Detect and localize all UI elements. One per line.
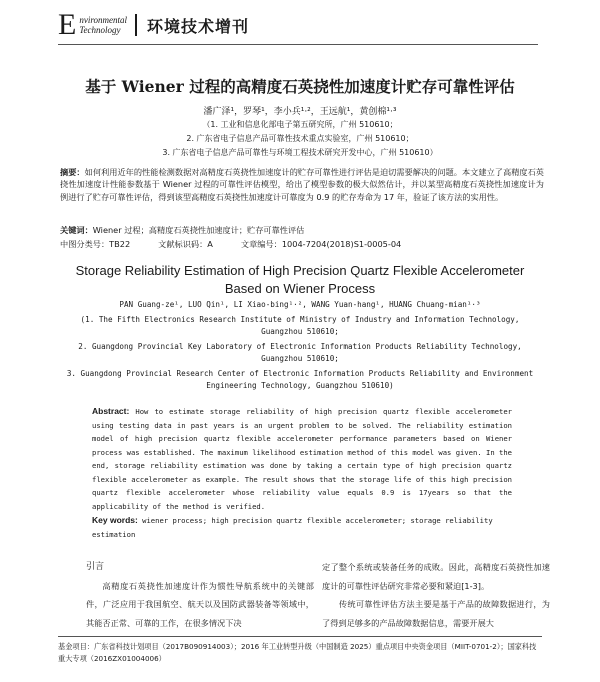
- classification-row: [60, 239, 544, 250]
- header-divider: [135, 14, 137, 36]
- english-affiliation-3a: 3. Guangdong Provincial Research Center of Electronic Information Products Reliability and Environment: [66, 369, 534, 378]
- article-number: 文章编号：1004-7204(2018)S1-0005-04: [240, 239, 402, 249]
- english-keywords: [92, 514, 512, 541]
- chinese-abstract-text: 如何利用近年的性能检测数据对高精度石英挠性加速度计的贮存可靠性进行评估是迫切需要解决的问题。本文建立了高精度石英挠性加速度计性能参数基于 Wiener 过程的可靠性评估模型，给出了模型参数的极大似然估计，并以某型高精度石英挠性加速度计为例进行了贮存可靠性评估，得到该型高精度石英挠性加速度计可靠度为 0.9 的贮存寿命为 17 年，验证了该方法的实用性。: [60, 167, 544, 202]
- logo-line-1: nvironmental: [79, 15, 127, 25]
- english-abstract-label: Abstract:: [92, 406, 130, 416]
- chinese-abstract-label: 摘要：: [60, 167, 85, 177]
- english-abstract: [92, 405, 512, 513]
- chinese-title: 基于 Wiener 过程的高精度石英挠性加速度计贮存可靠性评估: [85, 77, 515, 96]
- journal-logo-words: [79, 15, 127, 35]
- chinese-keywords-label: 关键词：: [60, 225, 93, 235]
- english-affiliation-1a: (1. The Fifth Electronics Research Institute of Ministry of Industry and Information Technology,: [80, 315, 520, 324]
- body-left-column: [86, 558, 314, 632]
- journal-name: 环境技术增刊: [147, 16, 250, 36]
- english-keywords-text: wiener process; high precision quartz flexible accelerometer; storage reliability estimation: [92, 516, 493, 539]
- footnote-rule: [58, 636, 542, 637]
- chinese-affiliation-1: （1. 工业和信息化部电子第五研究所，广州 510610；: [202, 120, 398, 129]
- chinese-keywords-text: Wiener 过程；高精度石英挠性加速度计；贮存可靠性评估: [92, 225, 305, 235]
- chinese-affiliation-3: 3. 广东省电子信息产品可靠性与环境工程技术研究开发中心，广州 510610）: [162, 148, 438, 157]
- chinese-keywords: [60, 225, 544, 236]
- chinese-affiliation-2: 2. 广东省电子信息产品可靠性技术重点实验室，广州 510610；: [186, 134, 414, 143]
- header-rule: [58, 44, 538, 45]
- intro-heading: 引言: [86, 562, 105, 572]
- english-affiliation-1b: Guangzhou 510610;: [261, 327, 339, 336]
- chinese-abstract: [60, 166, 544, 203]
- english-authors: PAN Guang-ze¹, LUO Qin¹, LI Xiao-bing¹·², WANG Yuan-hang¹, HUANG Chuang-mian¹·³: [119, 300, 481, 309]
- document-code: 文献标识码：A: [158, 239, 213, 249]
- english-title-line-2: Based on Wiener Process: [224, 281, 376, 296]
- journal-logo-letter: E: [58, 8, 77, 41]
- logo-line-2: Technology: [79, 25, 121, 35]
- class-number: 中图分类号：TB22: [60, 239, 131, 249]
- body-right-text: 定了整个系统或装备任务的成败。因此，高精度石英挠性加速度计的可靠性评估研究非常必要和紧迫[1-3]。 传统可靠性评估方法主要是基于产品的故障数据进行，为了得到足够多的产品故障数据信息，需要开展大: [322, 562, 550, 628]
- english-affiliation-2b: Guangzhou 510610;: [261, 354, 339, 363]
- english-affiliation-3b: Engineering Technology, Guangzhou 510610): [206, 381, 394, 390]
- english-abstract-text: How to estimate storage reliability of high precision quartz flexible accelerometer using testing data in past years is an urgent problem to be solved. The reliability estimation model of high precision quartz flexible accelerometer performance parameters based on Wiener process was established. The maximum likelihood estimation method of this model was given. In the end, storage reliability estimation was done by taking a certain type of high precision quartz flexible accelerometer as example. The result shows that the storage life of this high precision quartz flexible accelerometer whose reliability value equals 0.9 is 17years so that the applicability of the method is verified.: [92, 407, 512, 511]
- body-right-column: [322, 558, 550, 632]
- body-left-text: 高精度石英挠性加速度计作为惯性导航系统中的关键部件，广泛应用于我国航空、航天以及国防武器装备等领域中，其能否正常、可靠的工作，在很多情况下决: [86, 580, 314, 628]
- english-title: [58, 262, 542, 298]
- english-title-line-1: Storage Reliability Estimation of High Precision Quartz Flexible Accelerometer: [75, 263, 525, 278]
- chinese-authors: 潘广泽¹，罗琴¹，李小兵¹·²，王远航¹，黄创棉¹·³: [203, 107, 397, 117]
- english-affiliation-2a: 2. Guangdong Provincial Key Laboratory of Electronic Information Products Reliability Technology,: [78, 342, 522, 351]
- english-keywords-label: Key words:: [92, 515, 138, 525]
- journal-header: [58, 10, 249, 40]
- funding-footnote: 基金项目：广东省科技计划项目（2017B090914003）；2016 年工业转型升级（中国制造 2025）重点项目中央资金项目（MIIT-0701-2）；国家科技重大专项（2016ZX01004006）: [58, 642, 537, 663]
